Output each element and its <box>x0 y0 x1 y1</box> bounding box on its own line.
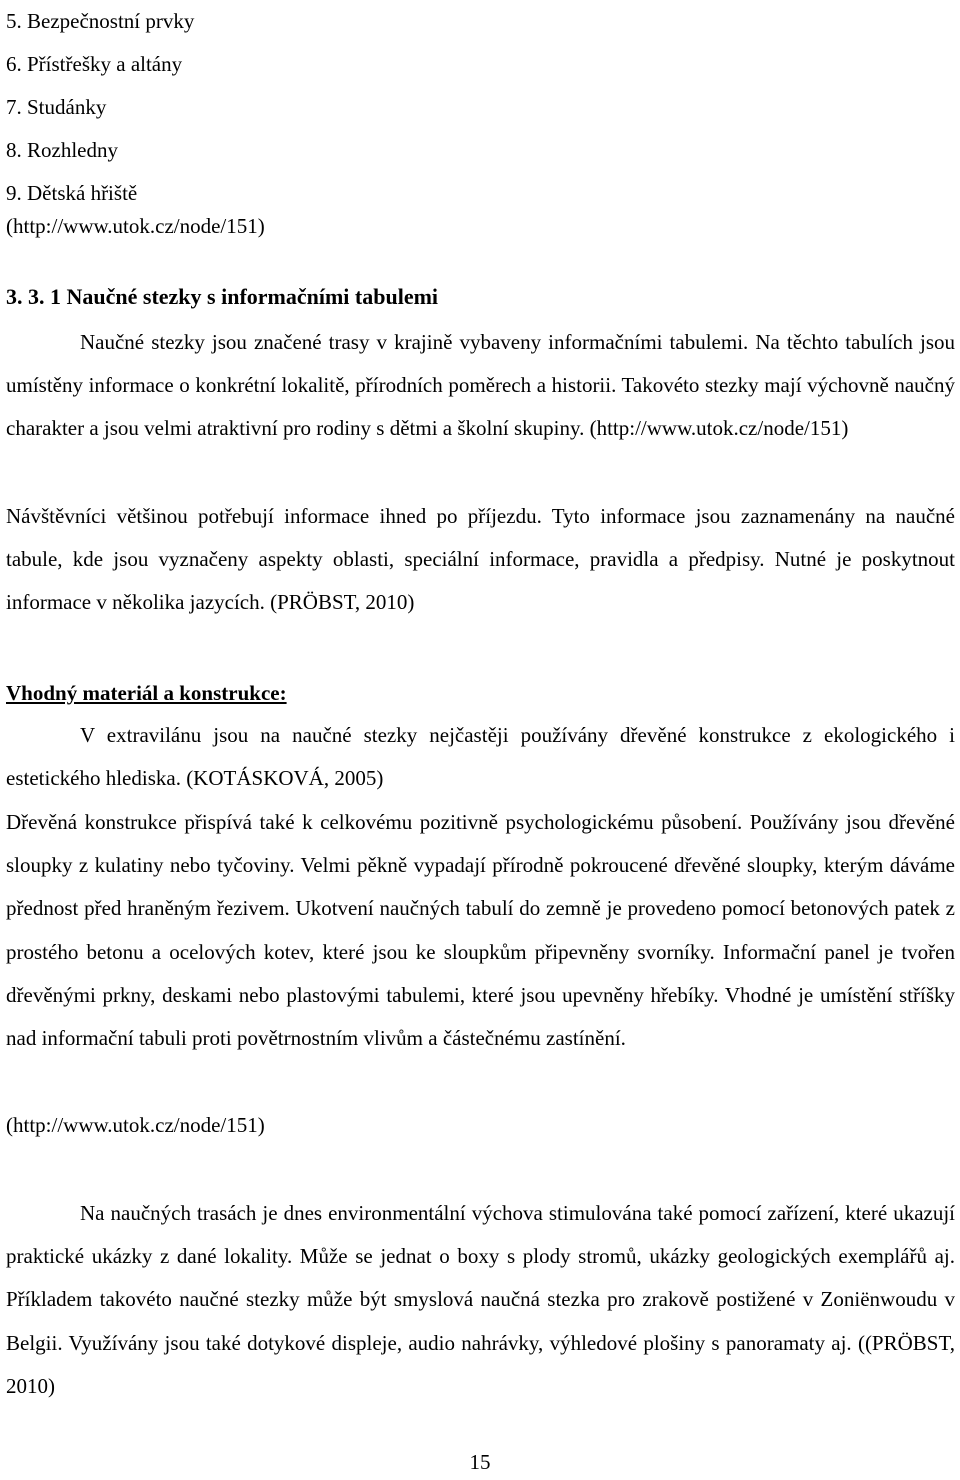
subheading-material: Vhodný materiál a konstrukce: <box>6 681 287 705</box>
page-number: 15 <box>469 1450 491 1474</box>
paragraph-visitors: Návštěvníci většinou potřebují informace ihned po příjezdu. Tyto informace jsou zaznamenány na naučné tabule, kde jsou vyznačeny aspekty oblasti, speciální informace, pravidla a předpisy. Nutné je poskytnout informace v několika jazycích. (PRÖBST, 2010) <box>6 504 955 615</box>
list-item: 7. Studánky <box>6 95 107 119</box>
list-item: 9. Dětská hřiště <box>6 181 138 205</box>
paragraph-environmental: Na naučných trasách je dnes environmentální výchova stimulována také pomocí zařízení, které ukazují praktické ukázky z dané lokality. Může se jednat o boxy s plody stromů, ukázky geologických exemplářů aj. Příkladem takovéto naučné stezky může být smyslová naučná stezka pro zrakově postižené v Zoniënwoudu v Belgii. Využívány jsou také dotykové displeje, audio nahrávky, výhledové plošiny s panoramaty aj. ((PRÖBST, 2010) <box>6 1201 955 1398</box>
paragraph-intro: Naučné stezky jsou značené trasy v krajině vybaveny informačními tabulemi. Na těchto tabulích jsou umístěny informace o konkrétní lokalitě, přírodních poměrech a historii. Takovéto stezky mají výchovně naučný charakter a jsou velmi atraktivní pro rodiny s dětmi a školní skupiny. (http://www.utok.cz/node/151) <box>6 330 955 441</box>
list-item: 8. Rozhledny <box>6 138 118 162</box>
paragraph-construction: Dřevěná konstrukce přispívá také k celkovému pozitivně psychologickému působení. Používány jsou dřevěné sloupky z kulatiny nebo tyčoviny. Velmi pěkně vypadají přírodně pokroucené dřevěné sloupky, kterým dáváme přednost před hraněným řezivem. Ukotvení naučných tabulí do zemně je provedeno pomocí betonových patek z prostého betonu a ocelových kotev, které jsou ke sloupkům připevněny svorníky. Informační panel je tvořen dřevěnými prkny, deskami nebo plastovými tabulemi, které jsou upevněny hřebíky. Vhodné je umístění stříšky nad informační tabuli proti povětrnostním vlivům a částečnému zastínění. <box>6 810 955 1051</box>
section-heading: 3. 3. 1 Naučné stezky s informačními tabulemi <box>6 284 439 309</box>
list-item: 5. Bezpečnostní prvky <box>6 9 195 33</box>
construction-reference: (http://www.utok.cz/node/151) <box>6 1113 265 1137</box>
facility-list <box>6 0 906 215</box>
list-item: 6. Přístřešky a altány <box>6 52 183 76</box>
paragraph-material: V extravilánu jsou na naučné stezky nejčastěji používány dřevěné konstrukce z ekologického i estetického hlediska. (KOTÁSKOVÁ, 2005) <box>6 723 955 791</box>
list-reference: (http://www.utok.cz/node/151) <box>6 214 265 238</box>
